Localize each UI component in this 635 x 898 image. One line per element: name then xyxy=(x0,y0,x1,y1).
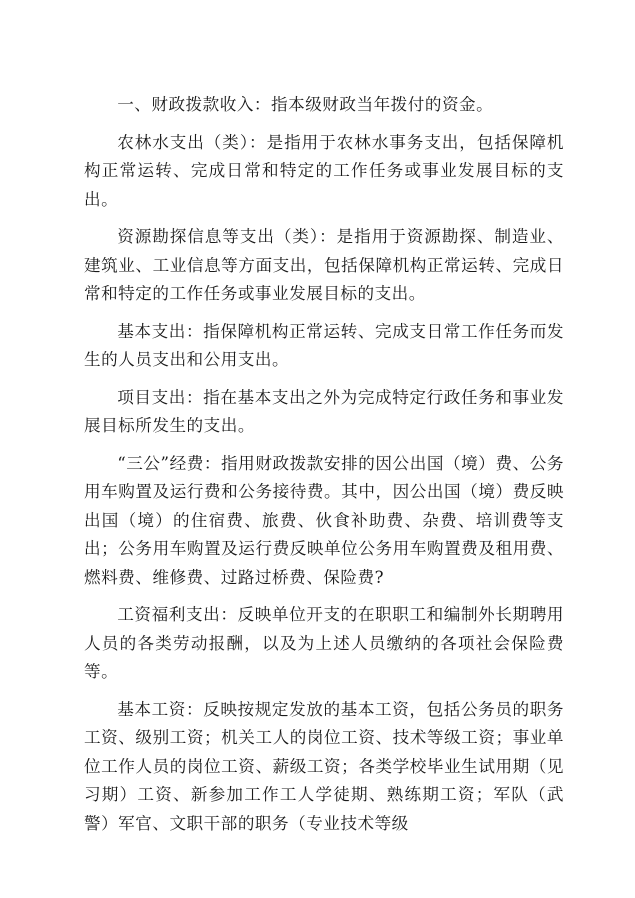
paragraph-basic-salary: 基本工资：反映按规定发放的基本工资，包括公务员的职务工资、级别工资；机关工人的岗位工资、技术等级工资；事业单位工作人员的岗位工资、薪级工资；各类学校毕业生试用期（见习期）工资、新参加工作工人学徒期、熟练期工资；军队（武警）军官、文职干部的职务（专业技术等级 xyxy=(84,699,564,833)
paragraph-three-public-funds: “三公”经费：指用财政拨款安排的因公出国（境）费、公务用车购置及运行费和公务接待费。其中，因公出国（境）费反映出国（境）的住宿费、旅费、伙食补助费、杂费、培训费等支出；公务用车购置及运行费反映单位公务用车购置费及租用费、燃料费、维修费、过路过桥费、保险费? xyxy=(84,453,564,587)
paragraph-financial-allocation-income: 一、财政拨款收入：指本级财政当年拨付的资金。 xyxy=(117,95,494,114)
paragraph-wages-welfare: 工资福利支出：反映单位开支的在职职工和编制外长期聘用人员的各类劳动报酬，以及为上述人员缴纳的各项社会保险费等。 xyxy=(84,605,564,681)
paragraph-agriculture-forestry-water: 农林水支出（类）：是指用于农林水事务支出，包括保障机构正常运转、完成日常和特定的工作任务或事业发展目标的支出。 xyxy=(84,132,564,209)
document-body xyxy=(84,91,564,847)
paragraph-basic-expenditure: 基本支出：指保障机构正常运转、完成支日常工作任务而发生的人员支出和公用支出。 xyxy=(84,321,564,369)
paragraph-project-expenditure: 项目支出：指在基本支出之外为完成特定行政任务和事业发展目标所发生的支出。 xyxy=(84,387,564,435)
paragraph-resource-exploration: 资源勘探信息等支出（类）：是指用于资源勘探、制造业、建筑业、工业信息等方面支出，包括保障机构正常运转、完成日常和特定的工作任务或事业发展目标的支出。 xyxy=(84,227,564,303)
